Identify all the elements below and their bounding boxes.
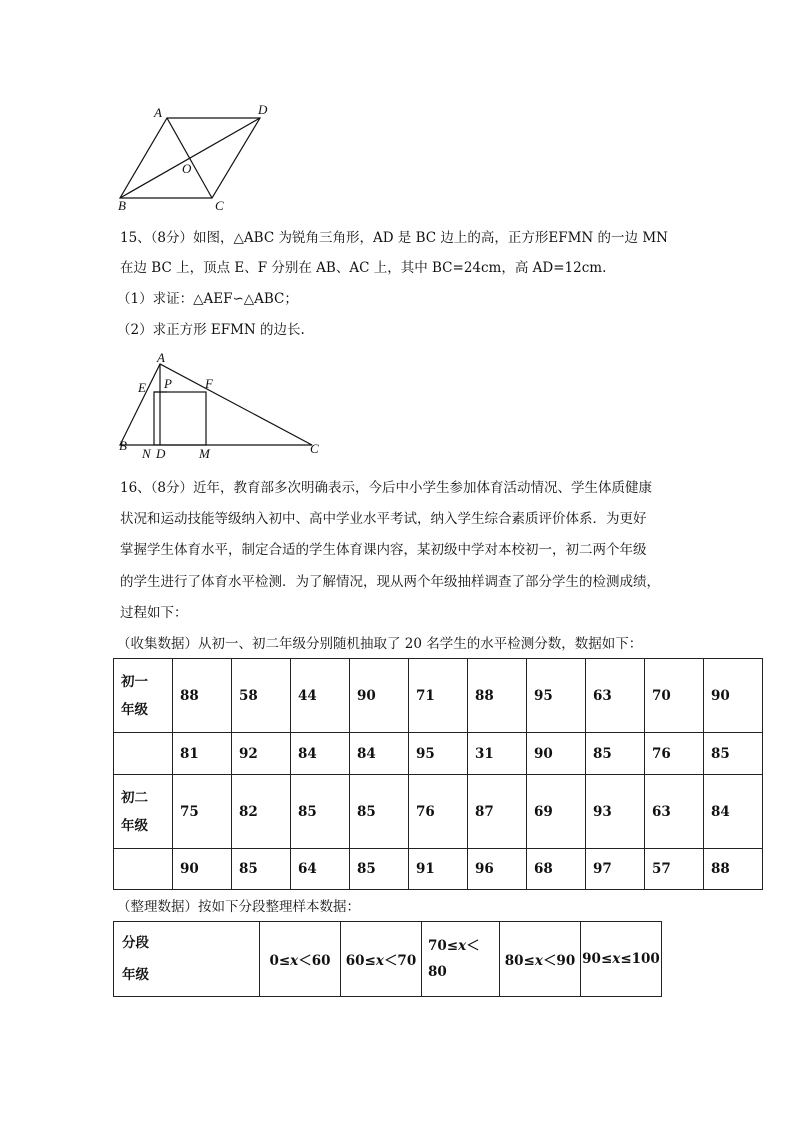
bin-80-90: 80≤x＜90 (500, 922, 581, 997)
bins-header-cell: 分段 年级 (114, 922, 260, 997)
grade2-label: 初二 年级 (114, 775, 173, 849)
score-cell: 85 (232, 849, 291, 890)
score-cell: 71 (409, 659, 468, 733)
score-cell: 76 (409, 775, 468, 849)
bins-header-row (114, 922, 662, 997)
label-f: F (205, 376, 213, 391)
q16-line2: 状况和运动技能等级纳入初中、高中学业水平考试，纳入学生综合素质评价体系．为更好 (120, 511, 647, 527)
q16-line1: 16、（8分）近年，教育部多次明确表示，今后中小学生参加体育活动情况、学生体质健康 (120, 480, 653, 496)
score-cell: 44 (291, 659, 350, 733)
score-cell: 95 (409, 733, 468, 775)
score-cell: 81 (173, 733, 232, 775)
q15-part2: （2）求正方形 EFMN 的边长. (117, 322, 305, 338)
q16-line5: 过程如下： (120, 605, 188, 621)
empty-label-cell (114, 849, 173, 890)
q15-line1: 15、（8分）如图，△ABC 为锐角三角形，AD 是 BC 边上的高，正方形EFMN 的一边 MN (120, 230, 668, 246)
scores-table (113, 658, 763, 890)
q16-collect: （收集数据）从初一、初二年级分别随机抽取了 20 名学生的水平检测分数，数据如下： (117, 636, 643, 652)
label-p: P (164, 376, 172, 391)
score-cell: 92 (232, 733, 291, 775)
score-cell: 96 (468, 849, 527, 890)
label-d2: D (156, 446, 166, 461)
score-cell: 90 (350, 659, 409, 733)
score-cell: 63 (586, 659, 645, 733)
score-cell: 75 (173, 775, 232, 849)
q16-line3: 掌握学生体育水平，制定合适的学生体育课内容，某初级中学对本校初一，初二两个年级 (120, 542, 647, 558)
label-a: A (154, 105, 162, 120)
score-cell: 85 (291, 775, 350, 849)
parallelogram-figure (112, 100, 282, 215)
score-cell: 84 (350, 733, 409, 775)
score-cell: 69 (527, 775, 586, 849)
bin-70-80: 70≤x＜ 80 (422, 922, 500, 997)
score-cell: 85 (350, 849, 409, 890)
q15-part1: （1）求证：△AEF∽△ABC； (117, 291, 298, 307)
score-cell: 90 (527, 733, 586, 775)
bin-90-100: 90≤x≤100 (581, 922, 662, 997)
score-cell: 88 (704, 849, 763, 890)
triangle-abc (120, 364, 312, 445)
label-m: M (199, 446, 210, 461)
score-cell: 64 (291, 849, 350, 890)
score-cell: 31 (468, 733, 527, 775)
grade1-row1 (114, 659, 763, 733)
label-c: C (215, 198, 224, 213)
score-cell: 84 (291, 733, 350, 775)
score-cell: 58 (232, 659, 291, 733)
score-cell: 87 (468, 775, 527, 849)
q15-line2: 在边 BC 上，顶点 E、F 分别在 AB、AC 上，其中 BC=24cm，高 AD=12cm. (120, 260, 607, 276)
score-cell: 68 (527, 849, 586, 890)
score-cell: 82 (232, 775, 291, 849)
label-b2: B (119, 438, 127, 453)
score-cell: 90 (173, 849, 232, 890)
score-cell: 76 (645, 733, 704, 775)
score-cell: 97 (586, 849, 645, 890)
square-efmn (154, 392, 206, 445)
score-cell: 88 (468, 659, 527, 733)
grade2-row1 (114, 775, 763, 849)
label-a2: A (157, 352, 165, 365)
label-d: D (258, 102, 268, 117)
triangle-square-figure (112, 352, 327, 462)
grade1-row2 (114, 733, 763, 775)
score-cell: 95 (527, 659, 586, 733)
label-n: N (142, 446, 151, 461)
score-cell: 84 (704, 775, 763, 849)
label-e: E (138, 380, 146, 395)
bin-60-70: 60≤x＜70 (341, 922, 422, 997)
score-cell: 93 (586, 775, 645, 849)
score-cell: 63 (645, 775, 704, 849)
score-cell: 57 (645, 849, 704, 890)
bins-table (113, 921, 662, 997)
score-cell: 91 (409, 849, 468, 890)
score-cell: 90 (704, 659, 763, 733)
score-cell: 85 (350, 775, 409, 849)
empty-label-cell (114, 733, 173, 775)
grade1-label: 初一 年级 (114, 659, 173, 733)
score-cell: 88 (173, 659, 232, 733)
label-c2: C (310, 441, 319, 456)
score-cell: 85 (586, 733, 645, 775)
score-cell: 70 (645, 659, 704, 733)
grade2-row2 (114, 849, 763, 890)
q16-line4: 的学生进行了体育水平检测．为了解情况，现从两个年级抽样调查了部分学生的检测成绩， (120, 574, 660, 590)
label-o: O (182, 161, 192, 176)
diagonal-bd (120, 118, 260, 198)
score-cell: 85 (704, 733, 763, 775)
bin-0-60: 0≤x＜60 (260, 922, 341, 997)
label-b: B (118, 198, 126, 213)
q16-organize: （整理数据）按如下分段整理样本数据： (117, 899, 360, 915)
